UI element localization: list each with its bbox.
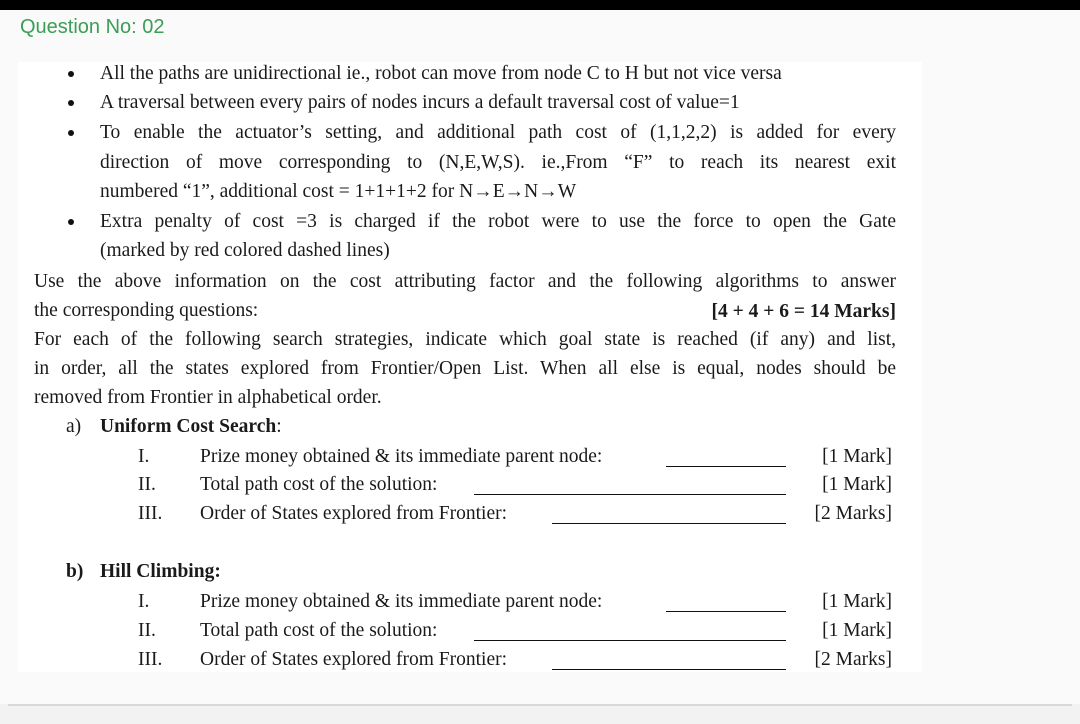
- answer-blank[interactable]: [666, 466, 786, 467]
- item-number: I.: [138, 446, 150, 467]
- top-bar: [0, 0, 1080, 10]
- item-question: Order of States explored from Frontier:: [200, 649, 508, 670]
- item-question: Total path cost of the solution:: [200, 474, 438, 495]
- bullet-text: To enable the actuator’s setting, and additional path cost of (1,1,2,2) is added for every: [100, 122, 896, 143]
- item-number: III.: [138, 503, 163, 524]
- bullet-text: All the paths are unidirectional ie., robot can move from node C to H but not vice versa: [100, 63, 782, 84]
- item-question: Total path cost of the solution:: [200, 620, 438, 641]
- part-b-title: Hill Climbing:: [100, 561, 221, 582]
- item-question: Prize money obtained & its immediate parent node:: [200, 591, 603, 612]
- bullet-text: Extra penalty of cost =3 is charged if the robot were to use the force to open the Gate: [100, 211, 896, 232]
- item-marks: [1 Mark]: [822, 446, 892, 467]
- item-question: Order of States explored from Frontier:: [200, 503, 508, 524]
- answer-blank[interactable]: [474, 640, 786, 641]
- answer-blank[interactable]: [552, 669, 786, 670]
- part-b-label: b): [66, 561, 84, 582]
- bullet-text: (marked by red colored dashed lines): [100, 240, 390, 261]
- item-number: II.: [138, 474, 156, 495]
- bullet-dot-icon: [68, 130, 74, 136]
- item-marks: [1 Mark]: [822, 474, 892, 495]
- instruction-text: removed from Frontier in alphabetical order.: [34, 387, 382, 408]
- instruction-text: Use the above information on the cost attributing factor and the following algorithms to answer: [34, 271, 896, 292]
- bullet-text: numbered “1”, additional cost = 1+1+1+2 for N→E→N→W: [100, 181, 577, 202]
- answer-blank[interactable]: [552, 523, 786, 524]
- question-document: [18, 62, 922, 672]
- total-marks: [4 + 4 + 6 = 14 Marks]: [711, 301, 896, 322]
- bullet-dot-icon: [68, 71, 74, 77]
- instruction-text: in order, all the states explored from Frontier/Open List. When all else is equal, nodes should be: [34, 358, 896, 379]
- item-number: II.: [138, 620, 156, 641]
- item-number: III.: [138, 649, 163, 670]
- bullet-dot-icon: [68, 100, 74, 106]
- item-marks: [2 Marks]: [814, 649, 892, 670]
- item-marks: [1 Mark]: [822, 620, 892, 641]
- part-a-title: Uniform Cost Search:: [100, 416, 282, 437]
- instruction-text: For each of the following search strategies, indicate which goal state is reached (if any) and list,: [34, 329, 896, 350]
- item-marks: [1 Mark]: [822, 591, 892, 612]
- bullet-text: direction of move corresponding to (N,E,W,S). ie.,From “F” to reach its nearest exit: [100, 152, 896, 173]
- bottom-divider: [8, 704, 1072, 706]
- item-number: I.: [138, 591, 150, 612]
- answer-blank[interactable]: [666, 611, 786, 612]
- item-question: Prize money obtained & its immediate parent node:: [200, 446, 603, 467]
- question-title: Question No: 02: [20, 16, 165, 38]
- part-a-label: a): [66, 416, 82, 437]
- item-marks: [2 Marks]: [814, 503, 892, 524]
- answer-blank[interactable]: [474, 494, 786, 495]
- instruction-text: the corresponding questions:: [34, 300, 259, 321]
- bullet-text: A traversal between every pairs of nodes incurs a default traversal cost of value=1: [100, 92, 740, 113]
- bullet-dot-icon: [68, 219, 74, 225]
